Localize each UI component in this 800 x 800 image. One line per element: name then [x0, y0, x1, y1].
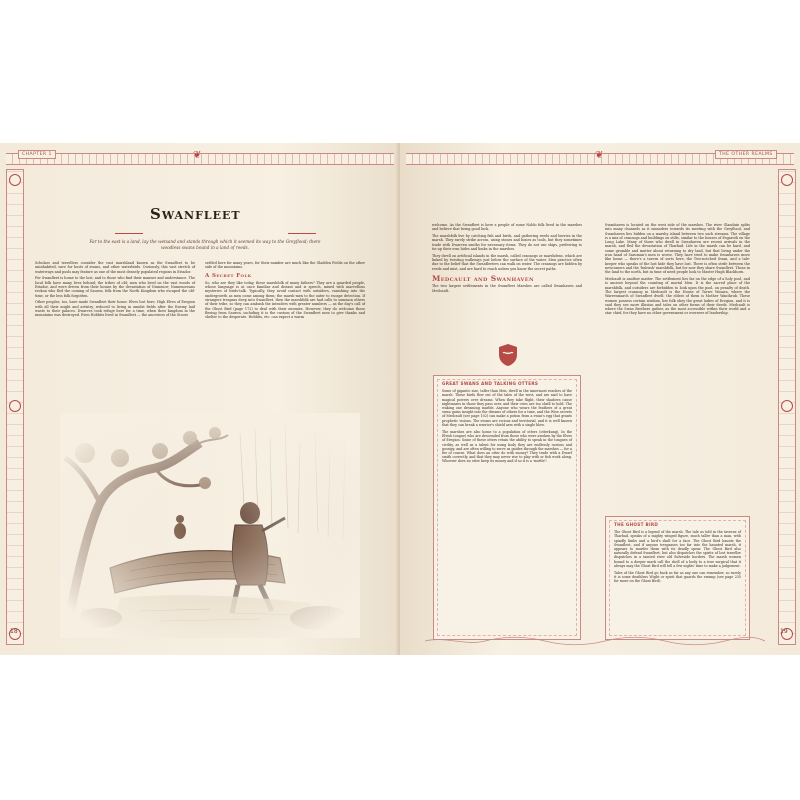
- vine-border-ornament: [425, 636, 765, 646]
- paragraph: For Swanfleet is home to the lost, and to those who find their manner and understance. The local folk have many lives behind; the tribes of old; men who lived on the vast woods of Eriador, and were driven from their homes by the devastation of Numenor; Numenoreans reckon who fled the coming of Sauron, folk from the North Kingdom who escaped the old-time, or the less folk forgotten.: [35, 276, 195, 298]
- sidebar-ghost-bird: [605, 516, 750, 640]
- heart-ornament-icon: ❦: [595, 150, 604, 161]
- paragraph: The Ghost Bird is a legend of the marsh. The tale as told in the taverns of Tharbad, speaks of a mighty winged figure, much taller than a man, with spindly limbs and a bird's skull for a face. The Ghost Bird haunts the Swanfleet, and if anyone trespasses too far into the haunted marsh, it appears to murder them with its deadly spear. The Ghost Bird also naturally defend Swanfleet, but also dispatches the spirits of lost traveller dispatches in a tainted river old Sulveside borders. The marsh women bound to a deeper mark call the shell of a body to a true surgical that it always may the Ghost Bird will tell a few nights' time to make a judgement.: [614, 530, 741, 568]
- paragraph: Tales of the Ghost Bird go back as far as any one can remember, so surely it is some deathless Wight or spirit that guards the swamp (see page 235 for more on the Ghost Bird).: [614, 571, 741, 584]
- knot-ornament-icon: [781, 400, 793, 412]
- page-subtitle: Far to the east is a land, lay the wetsand and stands through which it seemed its way to the Greyflood; there woodless swans bound in a land of reeds.: [89, 239, 321, 250]
- page-title: Swanfleet: [150, 205, 241, 223]
- book-spread: [0, 143, 800, 655]
- left-column-1: [35, 261, 195, 320]
- paragraph: The marshfolk live by catching fish and birds, and gathering reeds and berries in the marsh. They rarely strike across, using stones and bones as tools, but they sometimes trade with Dwarven smiths for necessary items. They do not use ships, preferring to tie up their own hides and limbs in the marshes.: [432, 234, 582, 251]
- left-column-2: [205, 261, 365, 322]
- heart-ornament-icon: ❦: [193, 150, 202, 161]
- paragraph: welcome. As the Swanfleet is here a people of some Noldo folk lived in the marshes and believe that being good luck.: [432, 223, 582, 232]
- section-heading: A Secret Folk: [205, 272, 252, 279]
- title-flourish-right: [288, 233, 316, 234]
- paragraph: Medcault is another matter. The settlement lies far on the edge of a holy pool, and is ancient beyond the counting of mortal Men. It is the sacred place of the marshfolk, and outsiders are forbidden to look upon the pool, on penalty of death. The largest crannog in Medcault is the House of Tarwe Wozara, where the Warrenmarch of Swanfleet dwell: the eldest of them is Mother Wanthrub. These women possess certain wisdom, her folk obey the great ladies of Eregion, and it is said they see more illusion and tales on other forms of their deeds. Medcault is where the Swan Brothers gather, as the most accessible within their world and a star chief, for they have no other government or overseer of leadership.: [605, 277, 750, 316]
- paragraph: settled here for many years, for their number are much like the Gladden Fields on the other side of the mountains.: [205, 261, 365, 270]
- paragraph: Some of gigantic size, taller than Men, dwell in the innermost reaches of the marsh. These birds flew out of the tales of the west, and are said to have magical powers over dreams. When they take flight, their shadows cause nightmares in those they pass over, and their cries are too shrill to hold. The waking one dreaming marble. Anyone who wears the feathers of a great swan gains insight into the dreams of others for a time, and the Wise secrets of Medcault (see page 102) can make a potion from a swan's egg that grants prophetic visions. The swans are vicious and territorial, and it is well known that they can break a warrior's shield arm with a single blow.: [442, 389, 572, 427]
- knot-ornament-icon: [781, 174, 793, 186]
- paragraph: They dwell on artificial islands in the marsh, called crannogs or marshdens, which are linked by twisting walkways just below the surface of the water. Men practice often due to the belief that the Swanfleeters can walk on water. The crannogs are hidden by reeds and mist, and are hard to reach unless you know the secret paths.: [432, 253, 582, 271]
- page-number-right: 19: [780, 628, 788, 635]
- paragraph: The two largest settlements in the Swanfleet Marshes are called Swanhaven and Medcault.: [432, 284, 582, 293]
- title-flourish-left: [115, 233, 143, 234]
- right-column-2: [605, 223, 750, 318]
- knot-ornament-icon: [9, 174, 21, 186]
- knot-ornament-icon: [9, 400, 21, 412]
- paragraph: The marshes are also home to a population of otters (otterkung). In the Elvish tongue) who are descended from those who were awoken by the Elves of Eregion. Some of these otters retain the ability to speak in the tongues of civility, as well as a talent for using body they are endlessly curious and gossipy, and are often willing to serve as guides through the marshes — for a fee of course. What does an otter do with money? They trade with a Dwarf smith correctly, and that they may never rise to play with or fish work along. Whoever does no otter keep its money and if so it is a 'mottle'!: [442, 430, 572, 464]
- chapter-tab-left: CHAPTER 1: [18, 150, 56, 159]
- right-border-pillar: [778, 169, 796, 645]
- paragraph: Swanhaven is located on the west side of the marshes. The river Glanduin splits into many channels as it meanders towards its meeting with the Greyflood, and Swanhaven lies hidden on a marshy island between two such streams. The village is a mix of crannogs and buildings on stilts, similar to the houses of Esgaroth on the Long Lake. Many of those who dwell in Swanhaven are recent arrivals in the marsh, and fled the devastation of Tharbad. Life in the marsh can be hard, and some grumble and mutter about returning to dry land, but that living under the iron hand of Saruman's men is worse. They have tried to make Swanhaven more like home — there's a tavern of sorts here, the Two-notched Swan, and a tale-keeper who speaks of the lost hide they have lost. There is often strife between the newcomers and the 'bulrush' marshfolk, but for now they share Swanfleet. Those in the land to the north, but in time of need people look to Master Hugh Blackhorn.: [605, 223, 750, 275]
- left-page: [0, 143, 400, 655]
- right-column-1: [432, 223, 582, 295]
- left-border-pillar: [6, 169, 24, 645]
- sidebar-great-swans: [433, 375, 581, 640]
- paragraph: Other peoples, too, have made Swanfleet their home. Elves lost here, High Elves of Eregion with all their might and artistry, reduced to living in amidst fields after the Enemy laid waste to their palaces. Dwarves took refuge here for a time, when their kingdom in the mountains was destroyed. Even Hobbits lived in Swanfleet — the ancestors of the Stoors: [35, 300, 195, 318]
- marsh-illustration: [60, 413, 360, 638]
- chapter-tab-right: THE OTHER REALMS: [715, 150, 777, 159]
- shield-emblem-icon: [496, 343, 520, 367]
- paragraph: Scholars and travellers consider the vast marshland known as the Swanfleet to be uninhabited, save for hosts of swans, and other waterbirds. Curiously, this vast stretch of waterways and pools may feature as one of the most densely populated regions in Eriador.: [35, 261, 195, 274]
- section-heading: Medcault and Swanhaven: [432, 273, 534, 283]
- paragraph: So, who are they like today, these marshfolk of many fathers? They are a guarded people, whose language is at once familiar and distant and is speech, mixed with marvellous mysteries of birds-talk. Typically, they avoid contact with outsiders, vanishing into the undergrowth as men come among them; the marsh-men to the outer to escape detection. If strangers trespass deep into Swanfleet, then the marshfolk are had calls to summon others of their tribe, so they can ambush the intruders with greater numbers — as the day's call of the Ghost Bird (page 172) to deal with their enemies. However, they do welcome those fleeing from Sauron, including it is the custom of the Swanfleet men to give thanks and shelter to the desperate. Hobbits, etc. can expect a warm: [205, 280, 365, 320]
- sidebar-heading: GREAT SWANS AND TALKING OTTERS: [442, 381, 539, 386]
- sidebar-heading: THE GHOST BIRD: [614, 522, 659, 527]
- page-number-left: 18: [10, 628, 18, 635]
